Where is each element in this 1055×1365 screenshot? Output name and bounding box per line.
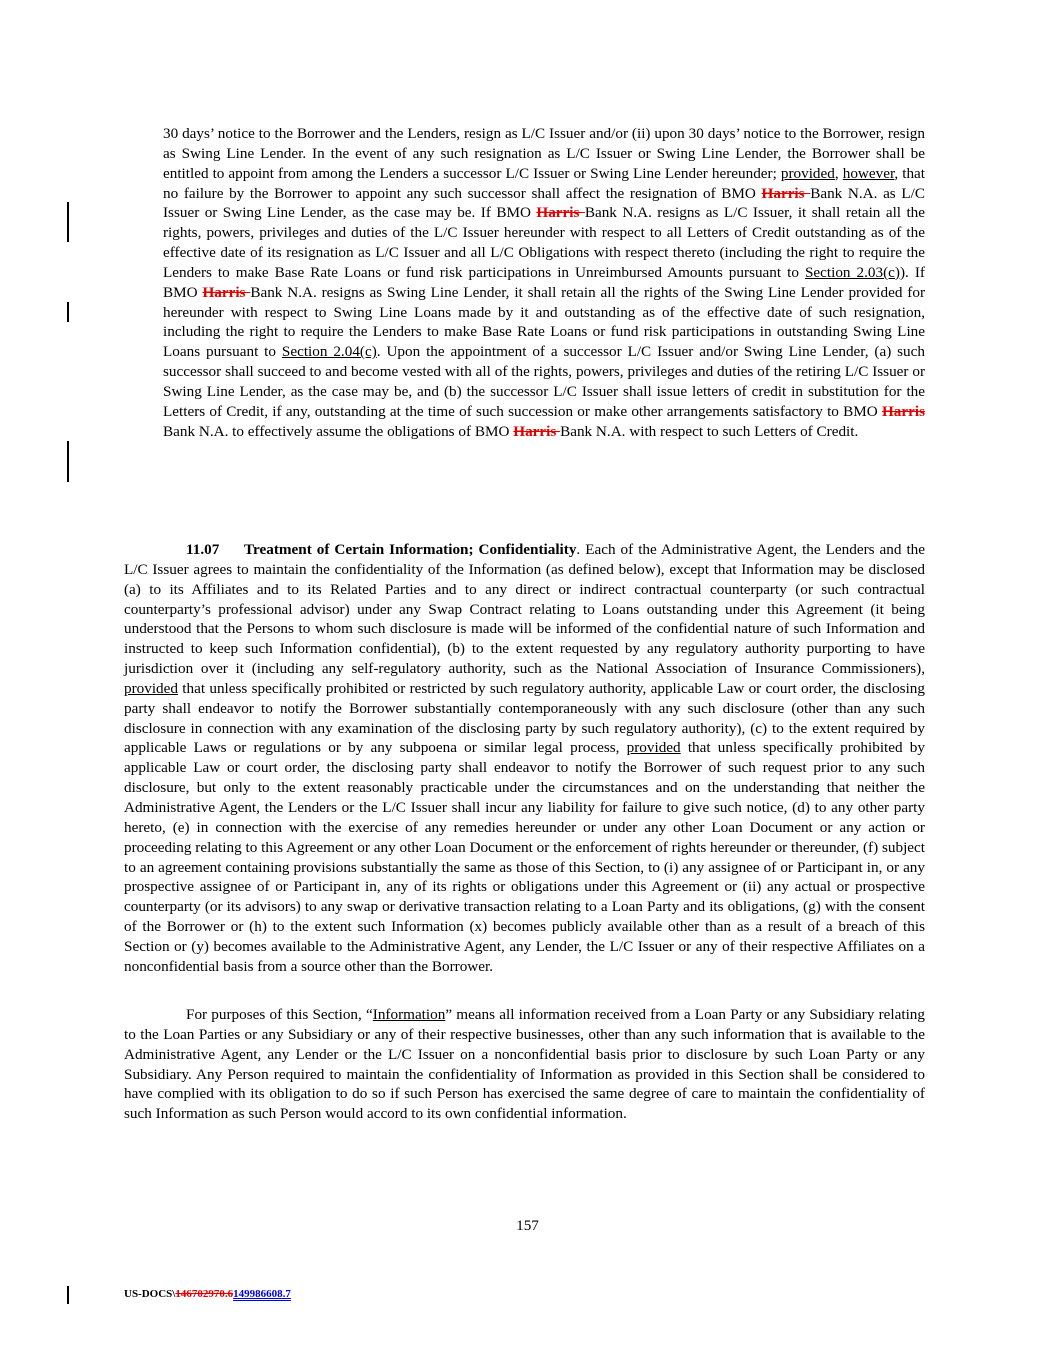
- text-run: . Each of the Administrative Agent, the Lenders and the L/C Issuer agrees to maintain the confidentiality of the Information (as defined below), except that Information may be disclosed (a) to its Affiliates and to its Related Parties and to any direct or indirect contractual counterparty (or such contractual counterparty’s professional advisor) under any Swap Contract relating to Loans outstanding under this Agreement (it being understood that the Persons to whom such disclosure is made will be informed of the confidential nature of such Information and instructed to keep such Information confidential), (b) to the extent requested by any regulatory authority purporting to have jurisdiction over it (including any self-regulatory authority, such as the National Association of Insurance Commissioners),: [124, 541, 926, 678]
- footer-prefix: US-DOCS\: [124, 1288, 176, 1300]
- deleted-text: Harris: [881, 402, 925, 420]
- deleted-text: Harris: [513, 422, 561, 440]
- section-reference: Section 2.03(c): [804, 263, 900, 281]
- text-run: Bank N.A. as L/C Issuer or Swing Line Lender, as the case may be. If BMO: [163, 184, 925, 222]
- change-bar: [67, 202, 69, 242]
- text-run: Bank N.A. with respect to such Letters of Credit.: [560, 422, 859, 440]
- text-run: ,: [834, 164, 843, 182]
- defined-term: Information: [372, 1006, 446, 1023]
- text-run: Bank N.A. resigns as Swing Line Lender, it shall retain all the rights of the Swing Line Lender provided for hereunder with respect to Swing Line Loans made by it and outstanding as of the effective date of such resignation, including the right to require the Lenders to make Base Rate Loans or fund risk participations in outstanding Swing Line Loans pursuant to: [163, 283, 925, 361]
- underlined-term: provided: [780, 164, 835, 182]
- underlined-term: however: [842, 164, 895, 182]
- section-reference: Section 2.04(c): [281, 343, 377, 361]
- text-run: 30 days’ notice to the Borrower and the Lenders, resign as L/C Issuer and/or (ii) upon 30 days’ notice to the Borrower, resign as Swing Line Lender. In the event of any such resignation as L/C Issuer or Swing Line Lender, the Borrower shall be entitled to appoint from among the Lenders a successor L/C Issuer or Swing Line Lender hereunder;: [163, 125, 925, 182]
- paragraph-confidentiality: [124, 540, 925, 977]
- inserted-doc-id: 149986608.7: [233, 1288, 291, 1300]
- change-bar: [67, 441, 69, 482]
- text-run: , that no failure by the Borrower to appoint any such successor shall affect the resignation of BMO: [163, 164, 926, 202]
- document-id-footer: [124, 1288, 291, 1300]
- text-run: Bank N.A. resigns as L/C Issuer, it shall retain all the rights, powers, privileges and duties of the L/C Issuer hereunder with respect to all Letters of Credit outstanding as of the effective date of its resignation as L/C Issuer and all L/C Obligations with respect thereto (including the right to require the Lenders to make Base Rate Loans or fund risk participations in Unreimbursed Amounts pursuant to: [163, 204, 926, 281]
- text-run: ” means all information received from a Loan Party or any Subsidiary relating to the Loan Parties or any Subsidiary or any of their respective businesses, other than any such information that is available to the Administrative Agent, any Lender or the L/C Issuer on a nonconfidential basis prior to disclosure by such Loan Party or any Subsidiary. Any Person required to maintain the confidentiality of Information as provided in this Section shall be considered to have complied with its obligation to do so if such Person has exercised the same degree of care to maintain the confidentiality of such Information as such Person would accord to its own confidential information.: [124, 1006, 925, 1123]
- text-run: that unless specifically prohibited by applicable Law or court order, the disclosing party shall endeavor to notify the Borrower of such request prior to any such disclosure, but only to the extent reasonably practicable under the circumstances and on the understanding that neither the Administrative Agent, the Lenders or the L/C Issuer shall incur any liability for failure to give such notice, (d) to any other party hereto, (e) in connection with the exercise of any remedies hereunder or under any other Loan Document or any action or proceeding relating to this Agreement or any other Loan Document or the enforcement of rights hereunder or thereunder, (f) subject to an agreement containing provisions substantially the same as those of this Section, to (i) any assignee of or Participant in, or any prospective assignee of or Participant in, any of its rights or obligations under this Agreement or (ii) any actual or prospective counterparty (or its advisors) to any swap or derivative transaction relating to a Loan Party and its obligations, (g) with the consent of the Borrower or (h) to the extent such Information (x) becomes publicly available other than as a result of a breach of this Section or (y) becomes available to the Administrative Agent, any Lender, the L/C Issuer or any of their respective Affiliates on a nonconfidential basis from a source other than the Borrower.: [124, 739, 925, 975]
- underlined-term: provided: [626, 739, 681, 757]
- text-run: that unless specifically prohibited or restricted by such regulatory authority, applicable Law or court order, the disclosing party shall endeavor to notify the Borrower substantially contemporaneously with any such disclosure (other than any such disclosure in connection with any examination of the disclosing party by such regulatory authority), (c) to the extent required by applicable Laws or regulations or by any subpoena or similar legal process,: [124, 679, 925, 757]
- underlined-term: provided: [124, 679, 178, 697]
- text-run: ). If BMO: [163, 263, 925, 301]
- deleted-text: Harris: [202, 283, 251, 301]
- text-run: For purposes of this Section, “: [186, 1006, 373, 1023]
- paragraph-resignation: [163, 124, 925, 442]
- section-heading: 11.07 Treatment of Certain Information; Confidentiality: [186, 541, 577, 558]
- text-run: . Upon the appointment of a successor L/C Issuer and/or Swing Line Lender, (a) such successor shall succeed to and become vested with all of the rights, powers, privileges and duties of the retiring L/C Issuer or Swing Line Lender, as the case may be, and (b) the successor L/C Issuer shall issue letters of credit in substitution for the Letters of Credit, if any, outstanding at the time of such succession or make other arrangements satisfactory to BMO: [163, 343, 925, 420]
- change-bar: [67, 1286, 69, 1304]
- change-bar: [67, 302, 69, 322]
- deleted-text: Harris: [761, 184, 811, 202]
- page-number: 157: [516, 1217, 539, 1234]
- text-run: Bank N.A. to effectively assume the obligations of BMO: [163, 422, 514, 440]
- paragraph-information-definition: [124, 1005, 925, 1124]
- deleted-doc-id: 146702970.6: [175, 1288, 234, 1300]
- deleted-text: Harris: [536, 204, 585, 222]
